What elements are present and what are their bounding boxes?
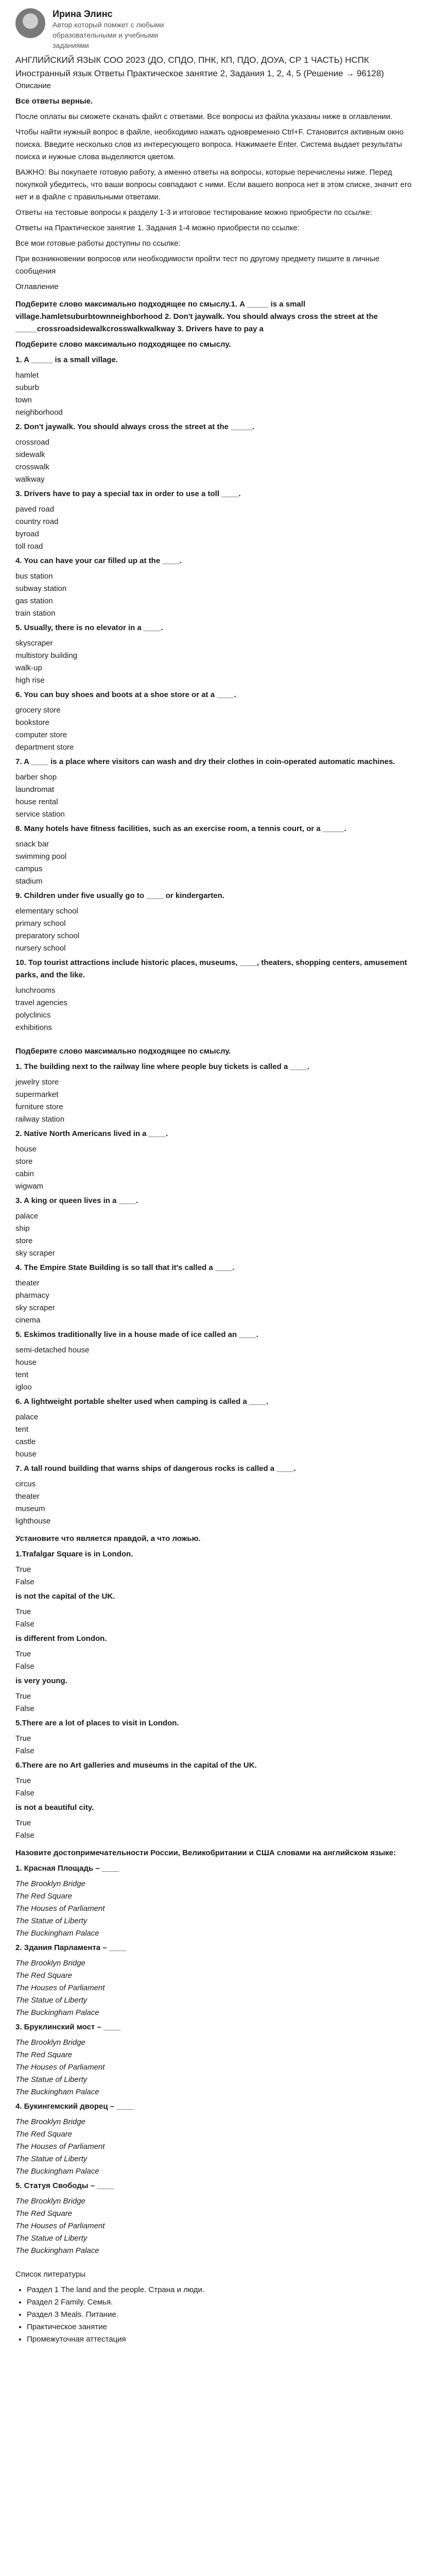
question: 1.Trafalgar Square is in London. [15,1550,133,1559]
answer-option: train station [15,609,56,618]
question: 2. Здания Парламента – ____ [15,1943,127,1953]
answer-option: exhibitions [15,1023,52,1032]
answer-option: True [15,1692,31,1701]
answer-option: The Red Square [15,1892,73,1901]
question: 5. Usually, there is no elevator in a ____. [15,623,163,633]
answer-option: True [15,1565,31,1574]
answer-option: swimming pool [15,852,67,861]
answer-option: False [15,1578,34,1587]
question: 4. You can have your car filled up at the ____. [15,556,182,566]
answer-option: The Statue of Liberty [15,2234,88,2243]
question: is different from London. [15,1634,107,1643]
question: 4. Букингемский дворец – ____ [15,2102,134,2111]
answer-option: house [15,1145,37,1154]
answer-option: elementary school [15,907,78,916]
answer-option: pharmacy [15,1291,49,1300]
answer-option: sky scraper [15,1303,55,1313]
answer-option: circus [15,1480,36,1489]
answer-option: cinema [15,1316,41,1325]
answer-option: primary school [15,919,66,928]
question-list [15,354,421,1034]
toc-label: Оглавление [15,282,59,292]
question: 4. The Empire State Building is so tall that it's called a ____. [15,1263,235,1273]
question: 2. Native North Americans lived in a ____. [15,1129,168,1139]
intro [15,111,421,293]
answer-option: palace [15,1413,39,1422]
question: 3. Бруклинский мост – ____ [15,2023,121,2032]
answer-option: preparatory school [15,931,80,941]
answer-option: crossroad [15,438,49,447]
answer-option: high rise [15,676,45,685]
question: 5. Eskimos traditionally live in a house made of ice called an ____. [15,1330,258,1340]
question: 6.There are no Art galleries and museums in the capital of the UK. [15,1761,257,1770]
question: 7. A tall round building that warns ships of dangerous rocks is called a ____. [15,1464,296,1473]
literature-list [15,2284,421,2346]
answer-option: service station [15,810,65,819]
literature-item: • Практическое занятие [27,2321,421,2333]
intro-paragraph: После оплаты вы сможете скачать файл с ответами. Все вопросы из файла указаны ниже в оглавлении. [15,112,393,122]
answer-option: igloo [15,1383,32,1392]
answer-option: False [15,1662,34,1671]
answer-option: lunchrooms [15,986,56,995]
question: 6. A lightweight portable shelter used when camping is called a ____. [15,1397,269,1406]
block1 [15,298,421,1034]
answer-option: The Brooklyn Bridge [15,1959,85,1968]
answer-option: ship [15,1224,30,1233]
answer-option: supermarket [15,1090,59,1099]
answer-option: travel agencies [15,998,67,1008]
description-label: Описание [15,81,51,91]
answer-option: house [15,1358,37,1367]
intro-link-line[interactable]: Ответы на тестовые вопросы к разделу 1-3 и итоговое тестирование можно приобрести по ссылке: [15,208,372,217]
answer-option: The Houses of Parliament [15,1984,105,1993]
block1-header: Подберите слово максимально подходящее по смыслу.1. A _____ is a small village.hamletsuburbtownneighborhood 2. Don't jaywalk. You should always cross the street at the _____crossroadsidewalkcrosswalkwalkway 3. Drivers have to pay a [15,300,378,334]
answer-option: The Statue of Liberty [15,1917,88,1926]
block3-header: Установите что является правдой, а что ложью. [15,1534,201,1544]
answer-option: laundromat [15,785,55,794]
answer-option: The Brooklyn Bridge [15,1879,85,1889]
literature-item: • Раздел 1 The land and the people. Страна и люди. [27,2284,421,2296]
answer-option: toll road [15,542,43,551]
author-info [53,8,186,50]
intro-paragraph: ВАЖНО: Вы покупаете готовую работу, а именно ответы на вопросы, которые перечислены ниже. Перед покупкой убедитесь, что ваши вопросы совпадают с ними. Если вашего вопроса нет в этом списке, значит его нет и в файле с правильными ответами. [15,168,412,202]
answer-option: The Statue of Liberty [15,2155,88,2164]
literature-item: • Раздел 2 Family. Семья. [27,2296,421,2309]
answer-option: crosswalk [15,463,49,472]
answer-option: The Red Square [15,2209,73,2218]
answer-option: house [15,1450,37,1459]
answer-option: The Houses of Parliament [15,1904,105,1913]
question: 9. Children under five usually go to ____ or kindergarten. [15,891,224,901]
question: 7. A ____ is a place where visitors can wash and dry their clothes in coin-operated automatic machines. [15,757,395,767]
answer-option: False [15,1704,34,1714]
question-list [15,1548,421,1842]
intro-link-line[interactable]: Ответы на Практическое занятие 1. Задания 1-4 можно приобрести по ссылке: [15,224,300,233]
answer-option: The Buckingham Palace [15,2088,99,2097]
answer-option: tent [15,1370,29,1380]
answer-option: True [15,1819,31,1828]
question: 1. Красная Площадь – ____ [15,1864,119,1873]
answer-option: False [15,1789,34,1798]
answer-option: country road [15,517,59,527]
author-desc: Автор который помжет с любыми образовательными и учебными заданиями [53,21,164,49]
answer-option: store [15,1157,33,1166]
answer-option: tent [15,1425,29,1434]
answer-option: walkway [15,475,45,484]
answer-option: neighborhood [15,408,63,417]
answer-option: suburb [15,383,39,393]
answer-option: multistory building [15,651,78,660]
question: 8. Many hotels have fitness facilities, such as an exercise room, a tennis court, or a _____. [15,824,346,834]
author-name[interactable]: Ирина Элинс [53,9,113,19]
question: 5. Статуя Свободы – ____ [15,2181,114,2191]
answer-option: bus station [15,572,53,581]
literature-label: Список литературы [15,2270,86,2279]
block4 [15,1847,421,2257]
answer-option: lighthouse [15,1517,51,1526]
answer-option: The Statue of Liberty [15,1996,88,2005]
intro-paragraph: При возникновении вопросов или необходимости пройти тест по другому предмету пишите в личные сообщения [15,255,380,276]
answer-option: The Houses of Parliament [15,2222,105,2231]
answer-option: The Brooklyn Bridge [15,2038,85,2047]
answer-option: sky scraper [15,1249,55,1258]
question: is not a beautiful city. [15,1803,94,1812]
question-list [15,1862,421,2257]
answer-option: theater [15,1492,40,1501]
question-list [15,1061,421,1528]
question: 10. Top tourist attractions include historic places, museums, ____, theaters, shopping centers, amusement parks, and the like. [15,958,407,980]
answer-option: cabin [15,1170,34,1179]
all-correct-note: Все ответы верные. [15,97,93,106]
question: 5.There are a lot of places to visit in London. [15,1719,179,1728]
block3 [15,1533,421,1842]
answer-option: False [15,1831,34,1840]
literature [15,2268,421,2346]
answer-option: The Brooklyn Bridge [15,2197,85,2206]
literature-item: • Промежуточная аттестация [27,2333,421,2346]
answer-option: house rental [15,798,58,807]
answer-option: True [15,1607,31,1617]
intro-link-line[interactable]: Все мои готовые работы доступны по ссылке: [15,239,181,248]
answer-option: False [15,1620,34,1629]
question: 1. A _____ is a small village. [15,355,118,365]
answer-option: campus [15,865,43,874]
answer-option: castle [15,1437,36,1447]
answer-option: gas station [15,597,53,606]
answer-option: grocery store [15,706,61,715]
answer-option: polyclinics [15,1011,51,1020]
answer-option: palace [15,1212,39,1221]
block1-subheader: Подберите слово максимально подходящее по смыслу. [15,340,231,349]
answer-option: walk-up [15,664,42,673]
author-card[interactable] [15,8,421,50]
answer-option: stadium [15,877,43,886]
question: 1. The building next to the railway line where people buy tickets is called a ____. [15,1062,310,1072]
answer-option: The Red Square [15,2130,73,2139]
answer-option: skyscraper [15,639,53,648]
answer-option: False [15,1747,34,1756]
answer-option: railway station [15,1115,65,1124]
literature-item: • Раздел 3 Meals. Питание. [27,2309,421,2321]
answer-option: theater [15,1279,40,1288]
answer-option: nursery school [15,944,66,953]
answer-option: barber shop [15,773,57,782]
answer-option: paved road [15,505,55,514]
answer-option: The Buckingham Palace [15,2246,99,2256]
page-title: АНГЛИЙСКИЙ ЯЗЫК СОО 2023 (ДО, СПДО, ПНК, КП, ПДО, ДОУА, СР 1 ЧАСТЬ) НСПК Иностранный язык Ответы Практическое занятие 2, Задания 1, 2, 4, 5 (Решение → 96128) [15,55,384,78]
block2-header: Подберите слово максимально подходящее по смыслу. [15,1047,231,1056]
block4-header: Назовите достопримечательности России, Великобритании и США словами на английском языке: [15,1849,396,1858]
answer-option: subway station [15,584,67,594]
answer-option: The Buckingham Palace [15,1929,99,1938]
question: 6. You can buy shoes and boots at a shoe store or at a ____. [15,690,236,700]
answer-option: True [15,1650,31,1659]
answer-option: wigwam [15,1182,44,1191]
answer-option: jewelry store [15,1078,59,1087]
answer-option: snack bar [15,840,49,849]
intro-paragraph: Чтобы найти нужный вопрос в файле, необходимо нажать одновременно Ctrl+F. Становится активным окно поиска. Введите несколько слов из интересующего вопроса. Нажимаете Enter. Система выдает результаты поиска и нужные слова выделяются цветом. [15,128,404,162]
answer-option: byroad [15,530,39,539]
avatar[interactable] [15,8,45,38]
answer-option: store [15,1236,33,1246]
answer-option: The Red Square [15,2050,73,2060]
answer-option: The Buckingham Palace [15,2167,99,2176]
question: is not the capital of the UK. [15,1592,115,1601]
answer-option: sidewalk [15,450,45,460]
answer-option: computer store [15,731,67,740]
answer-option: museum [15,1504,45,1514]
answer-option: town [15,396,32,405]
question: 2. Don't jaywalk. You should always cross the street at the _____. [15,422,255,432]
answer-option: The Red Square [15,1971,73,1980]
answer-option: furniture store [15,1103,63,1112]
question: is very young. [15,1676,67,1686]
question: 3. Drivers have to pay a special tax in order to use a toll ____. [15,489,241,499]
question: 3. A king or queen lives in a ____. [15,1196,138,1206]
answer-option: The Houses of Parliament [15,2063,105,2072]
answer-option: department store [15,743,74,752]
answer-option: True [15,1776,31,1786]
answer-option: The Statue of Liberty [15,2075,88,2084]
answer-option: True [15,1734,31,1743]
answer-option: hamlet [15,371,39,380]
answer-option: The Brooklyn Bridge [15,2117,85,2127]
answer-option: The Houses of Parliament [15,2142,105,2151]
answer-option: The Buckingham Palace [15,2008,99,2018]
answer-option: bookstore [15,718,49,727]
answer-option: semi-detached house [15,1346,90,1355]
block2 [15,1045,421,1528]
